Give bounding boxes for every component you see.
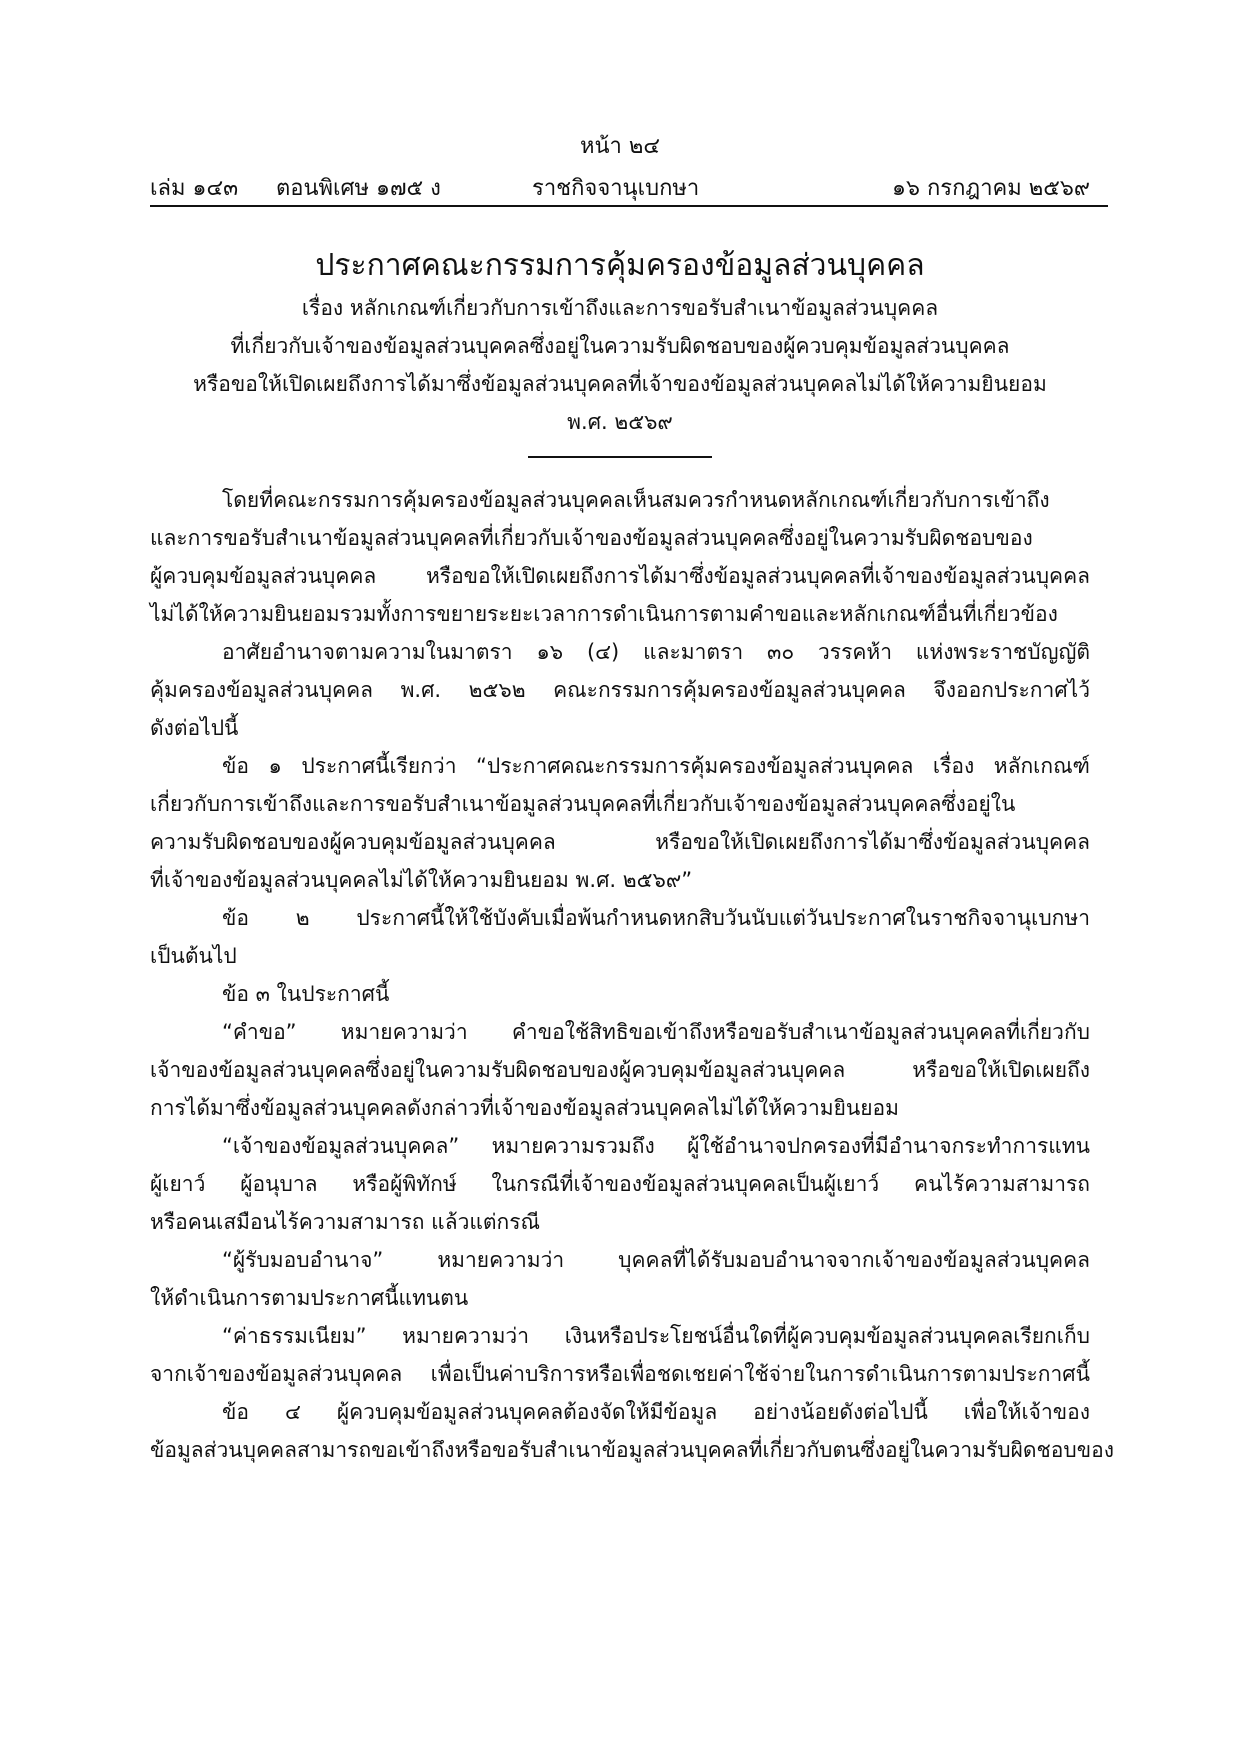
body-line: โดยที่คณะกรรมการคุ้มครองข้อมูลส่วนบุคคลเห็นสมควรกำหนดหลักเกณฑ์เกี่ยวกับการเข้าถึง [222,488,1050,512]
body-line: ความรับผิดชอบของผู้ควบคุมข้อมูลส่วนบุคคล หรือขอให้เปิดเผยถึงการได้มาซึ่งข้อมูลส่วนบุคคล [150,830,1090,854]
body-line: เจ้าของข้อมูลส่วนบุคคลซึ่งอยู่ในความรับผิดชอบของผู้ควบคุมข้อมูลส่วนบุคคล หรือขอให้เปิดเผยถึง [150,1058,1090,1082]
body-line: อาศัยอำนาจตามความในมาตรา ๑๖ (๔) และมาตรา ๓๐ วรรคห้า แห่งพระราชบัญญัติ [222,640,1090,664]
body-line: เป็นต้นไป [150,944,237,968]
body-line: ข้อ ๒ ประกาศนี้ให้ใช้บังคับเมื่อพ้นกำหนดหกสิบวันนับแต่วันประกาศในราชกิจจานุเบกษา [222,906,1090,930]
body-line: ผู้เยาว์ ผู้อนุบาล หรือผู้พิทักษ์ ในกรณีที่เจ้าของข้อมูลส่วนบุคคลเป็นผู้เยาว์ คนไร้ความสามารถ [150,1172,1090,1196]
body-line: ข้อมูลส่วนบุคคลสามารถขอเข้าถึงหรือขอรับสำเนาข้อมูลส่วนบุคคลที่เกี่ยวกับตนซึ่งอยู่ในความรับผิดชอบของ [150,1438,1114,1462]
announcement-subject-line: ที่เกี่ยวกับเจ้าของข้อมูลส่วนบุคคลซึ่งอยู่ในความรับผิดชอบของผู้ควบคุมข้อมูลส่วนบุคคล [230,334,1010,358]
body-line: การได้มาซึ่งข้อมูลส่วนบุคคลดังกล่าวที่เจ้าของข้อมูลส่วนบุคคลไม่ได้ให้ความยินยอม [150,1096,899,1120]
body-line: ผู้ควบคุมข้อมูลส่วนบุคคล หรือขอให้เปิดเผยถึงการได้มาซึ่งข้อมูลส่วนบุคคลที่เจ้าของข้อมูลส่วนบุคคล [150,564,1090,588]
body-line: และการขอรับสำเนาข้อมูลส่วนบุคคลที่เกี่ยวกับเจ้าของข้อมูลส่วนบุคคลซึ่งอยู่ในความรับผิดชอบของ [150,526,1033,550]
body-line: จากเจ้าของข้อมูลส่วนบุคคล เพื่อเป็นค่าบริการหรือเพื่อชดเชยค่าใช้จ่ายในการดำเนินการตามประกาศนี้ [150,1362,1090,1386]
page-number: หน้า ๒๔ [579,134,661,159]
body-line: หรือคนเสมือนไร้ความสามารถ แล้วแต่กรณี [150,1210,541,1234]
body-line: ข้อ ๑ ประกาศนี้เรียกว่า “ประกาศคณะกรรมการคุ้มครองข้อมูลส่วนบุคคล เรื่อง หลักเกณฑ์ [222,754,1090,778]
gazette-date: ๑๖ กรกฎาคม ๒๕๖๙ [892,176,1090,201]
gazette-issue: ตอนพิเศษ ๑๗๕ ง [276,176,441,201]
announcement-year: พ.ศ. ๒๕๖๙ [567,410,673,434]
body-line: “ผู้รับมอบอำนาจ” หมายความว่า บุคคลที่ได้รับมอบอำนาจจากเจ้าของข้อมูลส่วนบุคคล [222,1248,1090,1272]
body-line: “เจ้าของข้อมูลส่วนบุคคล” หมายความรวมถึง ผู้ใช้อำนาจปกครองที่มีอำนาจกระทำการแทน [222,1134,1090,1158]
body-line: ให้ดำเนินการตามประกาศนี้แทนตน [150,1286,469,1310]
body-line: ไม่ได้ให้ความยินยอมรวมทั้งการขยายระยะเวลาการดำเนินการตามคำขอและหลักเกณฑ์อื่นที่เกี่ยวข้อง [150,602,1058,626]
body-line: ข้อ ๓ ในประกาศนี้ [222,982,390,1006]
body-line: ดังต่อไปนี้ [150,716,239,740]
body-line: ที่เจ้าของข้อมูลส่วนบุคคลไม่ได้ให้ความยินยอม พ.ศ. ๒๕๖๙” [150,868,693,892]
body-line: “คำขอ” หมายความว่า คำขอใช้สิทธิขอเข้าถึงหรือขอรับสำเนาข้อมูลส่วนบุคคลที่เกี่ยวกับ [222,1020,1090,1044]
body-line: คุ้มครองข้อมูลส่วนบุคคล พ.ศ. ๒๕๖๒ คณะกรรมการคุ้มครองข้อมูลส่วนบุคคล จึงออกประกาศไว้ [150,678,1090,702]
gazette-publication: ราชกิจจานุเบกษา [532,176,700,201]
announcement-subject-line: หรือขอให้เปิดเผยถึงการได้มาซึ่งข้อมูลส่วนบุคคลที่เจ้าของข้อมูลส่วนบุคคลไม่ได้ให้ความยินยอม [193,372,1047,396]
announcement-title: ประกาศคณะกรรมการคุ้มครองข้อมูลส่วนบุคคล [315,248,925,283]
title-rule [528,456,712,458]
body-line: ข้อ ๔ ผู้ควบคุมข้อมูลส่วนบุคคลต้องจัดให้มีข้อมูล อย่างน้อยดังต่อไปนี้ เพื่อให้เจ้าของ [222,1400,1090,1424]
body-line: “ค่าธรรมเนียม” หมายความว่า เงินหรือประโยชน์อื่นใดที่ผู้ควบคุมข้อมูลส่วนบุคคลเรียกเก็บ [222,1324,1090,1348]
body-line: เกี่ยวกับการเข้าถึงและการขอรับสำเนาข้อมูลส่วนบุคคลที่เกี่ยวกับเจ้าของข้อมูลส่วนบุคคลซึ่งอยู่ใน [150,792,1016,816]
announcement-subject: เรื่อง หลักเกณฑ์เกี่ยวกับการเข้าถึงและการขอรับสำเนาข้อมูลส่วนบุคคล [301,296,939,320]
header-rule [150,205,1108,207]
gazette-volume: เล่ม ๑๔๓ [150,176,239,201]
